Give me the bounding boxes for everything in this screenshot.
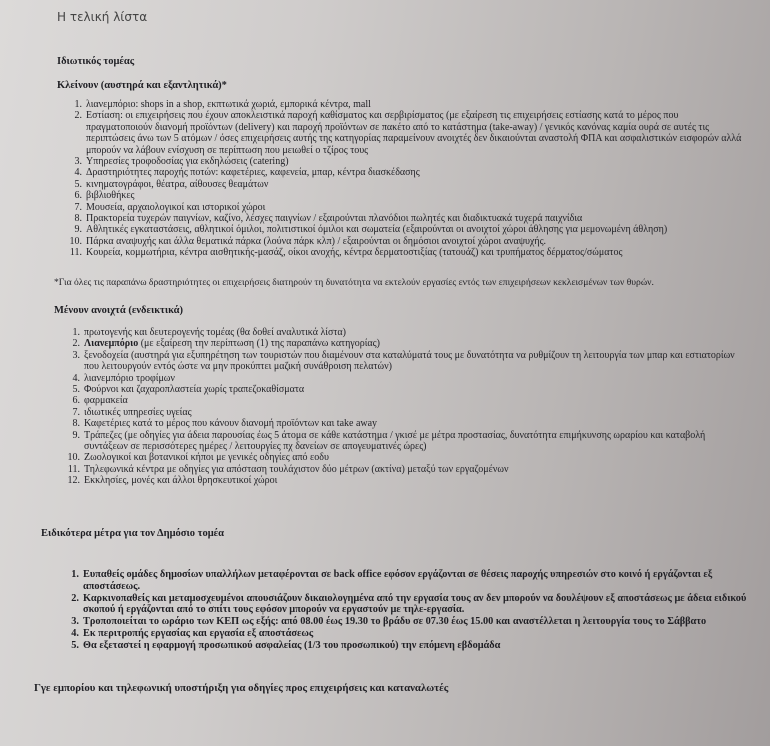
closing-list xyxy=(66,99,746,259)
list-item xyxy=(63,640,763,652)
list-item-number: 5. xyxy=(71,639,79,651)
list-item xyxy=(66,213,746,224)
list-item-number: 5. xyxy=(74,178,82,190)
list-item-text: ξενοδοχεία (αυστηρά για εξυπηρέτηση των τουριστών που διαμένουν στα καταλύματά τους με δυνατότητα να ρυθμίζουν τη λειτουργία των μπαρ και εστιατορίων που λειτουργούν εντός ώστε να μην προκύπτει μαζική συνάθροιση πελατών) xyxy=(84,349,735,373)
list-item-text: Μουσεία, αρχαιολογικοί και ιστορικοί χώροι xyxy=(86,201,266,213)
list-item-text xyxy=(82,338,744,349)
list-item-number: 7. xyxy=(72,406,80,418)
list-item-number: 8. xyxy=(72,418,80,430)
list-item xyxy=(66,236,746,247)
list-item xyxy=(63,593,763,617)
list-item-number: 3. xyxy=(74,156,82,168)
list-item-number: 6. xyxy=(74,190,82,202)
list-item-number: 1. xyxy=(72,327,80,338)
list-item-text: Δραστηριότητες παροχής ποτών: καφετέριες, καφενεία, μπαρ, κέντρα διασκέδασης xyxy=(86,167,420,179)
list-item xyxy=(63,628,763,640)
open-list xyxy=(64,327,744,487)
public-list xyxy=(63,569,763,652)
list-item xyxy=(66,247,746,258)
list-item xyxy=(64,475,744,486)
list-item xyxy=(63,616,763,628)
list-item-number: 8. xyxy=(74,213,82,225)
list-item-number: 2. xyxy=(71,592,79,604)
document-title: Η τελική λίστα xyxy=(57,10,148,24)
list-item-number: 1. xyxy=(74,99,82,110)
list-item-number: 10. xyxy=(67,452,80,464)
list-item-number: 2. xyxy=(74,110,82,122)
list-item-text: Καρκινοπαθείς και μεταμοσχευμένοι απουσιάζουν δικαιολογημένα από την εργασία τους αν δεν μπορούν να δουλέψουν εξ αποστάσεως με άδεια ειδικού σκοπού ή εργάζονται από το σπίτι τους εφόσον μπορούν να εργαστούν με τηλε-εργασία. xyxy=(83,592,747,616)
list-item-number: 11. xyxy=(67,463,80,475)
list-item xyxy=(66,202,746,213)
list-item-number: 5. xyxy=(72,384,80,396)
list-item-text: Τηλεφωνικά κέντρα με οδηγίες για απόσταση τουλάχιστον δύο μέτρων (ακτίνα) μεταξύ των εργαζομένων xyxy=(84,463,509,475)
list-item-number: 10. xyxy=(69,235,82,247)
list-item xyxy=(64,418,744,429)
list-item xyxy=(63,569,763,593)
list-item xyxy=(66,190,746,201)
list-item xyxy=(64,350,744,373)
list-item-number: 3. xyxy=(72,349,80,361)
list-item-text: Αθλητικές εγκαταστάσεις, αθλητικοί όμιλοι, πολιτιστικοί όμιλοι και σωματεία (εξαιρούνται οι ανοιχτοί χώροι άθλησης για μεμονωμένη άθληση) xyxy=(86,224,668,236)
list-item-text: λιανεμπόριο τροφίμων xyxy=(84,372,175,384)
list-item-bold-text: Λιανεμπόριο xyxy=(84,338,139,350)
list-item xyxy=(66,99,746,110)
list-item-text: Πρακτορεία τυχερών παιγνίων, καζίνο, λέσχες παιγνίων / εξαιρούνται πλανόδιοι πωλητές και διαδικτυακά τυχερά παιχνίδια xyxy=(86,213,583,225)
list-item-text: Πάρκα αναψυχής και άλλα θεματικά πάρκα (λούνα πάρκ κλπ) / εξαιρούνται οι δημόσιοι ανοιχτοί χώροι αναψυχής. xyxy=(86,235,547,247)
list-item-text: Ζωολογικοί και βοτανικοί κήποι με γενικές οδηγίες από εοδυ xyxy=(84,452,329,464)
open-heading: Μένουν ανοιχτά (ενδεικτικά) xyxy=(54,305,184,316)
list-item xyxy=(64,464,744,475)
list-item-text: πρωτογενής και δευτερογενής τομέας (θα δοθεί αναλυτικά λίστα) xyxy=(84,327,346,338)
list-item-text: Καφετέριες κατά το μέρος που κάνουν διανομή προϊόντων και take away xyxy=(84,418,378,430)
list-item-number: 9. xyxy=(72,429,80,441)
list-item-number: 2. xyxy=(72,338,80,350)
list-item xyxy=(66,110,746,156)
list-item xyxy=(64,395,744,406)
list-item-text: λιανεμπόριο: shops in a shop, εκπτωτικά χωριά, εμπορικά κέντρα, mall xyxy=(86,99,371,110)
list-item xyxy=(64,407,744,418)
public-sector-heading: Ειδικότερα μέτρα για τον Δημόσιο τομέα xyxy=(41,528,225,539)
list-item-text: Εκκλησίες, μονές και άλλοι θρησκευτικοί χώροι xyxy=(84,475,278,487)
list-item xyxy=(64,373,744,384)
list-item-number: 4. xyxy=(71,627,79,639)
list-item-number: 4. xyxy=(72,372,80,384)
list-item-text: Τροποποιείται το ωράριο των ΚΕΠ ως εξής: από 08.00 έως 19.30 το βράδυ σε 07.30 έως 15.00 και αναστέλλεται η λειτουργία τους το Σάββατο xyxy=(83,616,707,628)
list-item-text: ιδιωτικές υπηρεσίες υγείας xyxy=(84,406,192,418)
list-item xyxy=(66,156,746,167)
list-item xyxy=(64,452,744,463)
closing-heading: Κλείνουν (αυστηρά και εξαντλητικά)* xyxy=(57,80,227,91)
closing-footnote: *Για όλες τις παραπάνω δραστηριότητες οι επιχειρήσεις διατηρούν τη δυνατότητα να εκτελούν εργασίες εντός των επιχειρήσεων κεκλεισμένων των θυρών. xyxy=(54,277,654,288)
list-item xyxy=(66,167,746,178)
list-item xyxy=(64,384,744,395)
list-item-text: φαρμακεία xyxy=(84,395,128,407)
list-item-number: 6. xyxy=(72,395,80,407)
private-sector-heading: Ιδιωτικός τομέας xyxy=(57,56,135,67)
list-item-text: Ευπαθείς ομάδες δημοσίων υπαλλήλων μεταφέρονται σε back office εφόσον εργάζονται σε θέσεις παροχής υπηρεσιών στο κοινό ή εργάζονται εξ αποστάσεως. xyxy=(83,569,713,592)
list-item-number: 4. xyxy=(74,167,82,179)
list-item-text: βιβλιοθήκες xyxy=(86,190,135,202)
list-item-number: 1. xyxy=(71,569,79,580)
list-item-rest-text: (με εξαίρεση την περίπτωση (1) της παραπάνω κατηγορίας) xyxy=(138,338,380,350)
list-item-number: 9. xyxy=(74,224,82,236)
list-item-text: Τράπεζες (με οδηγίες για άδεια παρουσίας έως 5 άτομα σε κάθε κατάστημα / γκισέ με μέτρα προστασίας, δυνατότητα επιμήκυνσης ωραρίου και καταβολή συντάξεων σε περισσότερες ημέρες / λειτουργίες πχ δανείων σε απογευματινές ώρες) xyxy=(84,429,706,453)
list-item-text: Εκ περιτροπής εργασίας και εργασία εξ αποστάσεως xyxy=(83,627,314,639)
list-item-number: 12. xyxy=(67,475,80,487)
list-item-number: 11. xyxy=(69,247,82,259)
list-item xyxy=(66,179,746,190)
list-item xyxy=(64,430,744,453)
list-item-text: Φούρνοι και ζαχαροπλαστεία χωρίς τραπεζοκαθίσματα xyxy=(84,384,305,396)
list-item-text: Κουρεία, κομμωτήρια, κέντρα αισθητικής-μασάζ, οίκοι ανοχής, κέντρα δερματοστιξίας (τατουάζ) και τρυπήματος δέρματος/σώματος xyxy=(86,247,623,259)
list-item-number: 3. xyxy=(71,616,79,628)
list-item-text: Υπηρεσίες τροφοδοσίας για εκδηλώσεις (catering) xyxy=(86,156,289,168)
list-item xyxy=(64,338,744,349)
list-item xyxy=(64,327,744,338)
list-item-text: Θα εξεταστεί η εφαρμογή προσωπικού ασφαλείας (1/3 του προσωπικού) την επόμενη εβδομάδα xyxy=(83,639,501,651)
list-item-text: Εστίαση: οι επιχειρήσεις που έχουν αποκλειστικά παροχή καθίσματος και σερβιρίσματος (με εξαίρεση τις επιχειρήσεις εστίασης κατά το μέρος που πραγματοποιούν διανομή προϊόντων (delivery) και παροχή προϊόντων σε πακέτο από το κατάστημα (take-away) / γενικός κανόνας καμία ουρά σε αυτές τις περιπτώσεις άνω των 5 ατόμων / όσες επιχειρήσεις αυτής της κατηγορίας παραμείνουν ανοιχτές δεν δικαιούνται αναστολή ΦΠΑ και ασφαλιστικών εισφορών αλλά μπορούν να λάβουν ενίσχυση σε περίπτωση που μειωθεί ο τζίρος τους xyxy=(86,110,742,156)
list-item-text: κινηματογράφοι, θέατρα, αίθουσες θεαμάτων xyxy=(86,178,269,190)
list-item-number: 7. xyxy=(74,201,82,213)
list-item xyxy=(66,224,746,235)
closing-line: Γγε εμπορίου και τηλεφωνική υποστήριξη για οδηγίες προς επιχειρήσεις και καταναλωτές xyxy=(34,682,449,694)
